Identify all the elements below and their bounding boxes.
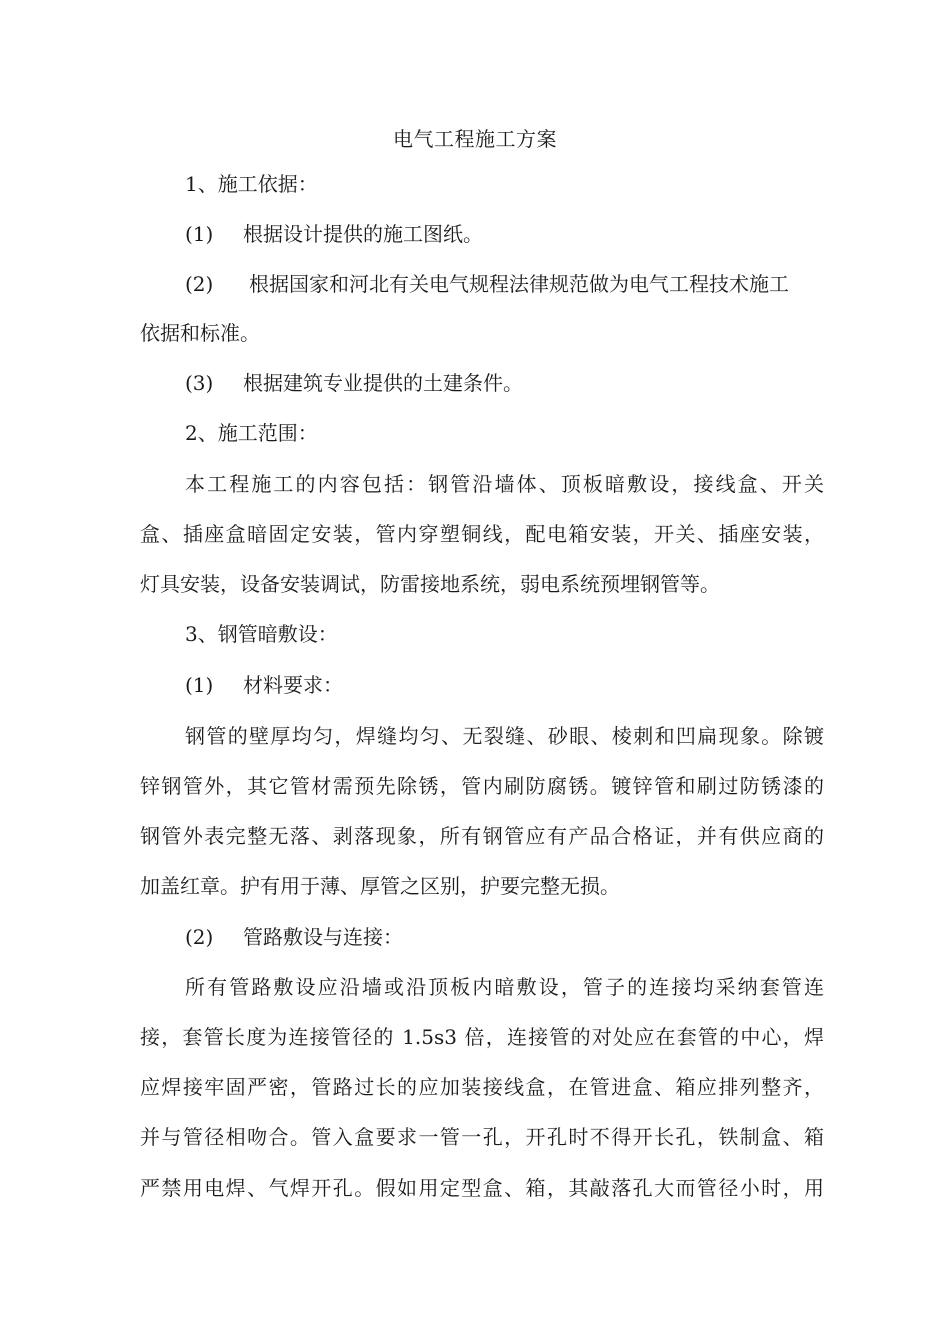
paragraph-line: 盒、插座盒暗固定安装，管内穿塑铜线，配电箱安装，开关、插座安装， (140, 522, 824, 546)
list-number: (3) (185, 371, 214, 395)
paragraph-line: 并与管径相吻合。管入盒要求一管一孔，开孔时不得开长孔，铁制盒、箱 (140, 1125, 824, 1149)
list-item-2-continuation: 依据和标准。 (140, 321, 260, 345)
paragraph-line: 应焊接牢固严密，管路过长的应加装接线盒，在管进盒、箱应排列整齐， (140, 1075, 824, 1099)
paragraph-line: 接，套管长度为连接管径的 1.5s3 倍，连接管的对处应在套管的中心，焊 (140, 1025, 824, 1049)
list-text: 材料要求： (243, 673, 343, 697)
paragraph-line: 钢管的壁厚均匀，焊缝均匀、无裂缝、砂眼、棱刺和凹扁现象。除镀 (185, 724, 824, 748)
list-number: (2) (185, 925, 214, 949)
document-title: 电气工程施工方案 (393, 127, 557, 151)
section-heading-3: 3、钢管暗敷设： (185, 622, 338, 646)
list-item-1 (185, 218, 483, 250)
paragraph-line: 锌钢管外，其它管材需预先除锈，管内刷防腐锈。镀锌管和刷过防锈漆的 (140, 774, 824, 798)
list-text: 根据设计提供的施工图纸。 (243, 222, 483, 246)
subsection-heading-2 (185, 921, 403, 953)
list-text: 根据国家和河北有关电气规程法律规范做为电气工程技术施工 (249, 272, 789, 296)
paragraph-line: 所有管路敷设应沿墙或沿顶板内暗敷设，管子的连接均采纳套管连 (185, 975, 824, 999)
subsection-heading-1 (185, 669, 343, 701)
paragraph-line: 严禁用电焊、气焊开孔。假如用定型盒、箱，其敲落孔大而管径小时，用 (140, 1176, 824, 1200)
paragraph-line: 加盖红章。护有用于薄、厚管之区别，护要完整无损。 (140, 874, 620, 898)
list-number: (1) (185, 222, 214, 246)
section-heading-2: 2、施工范围： (185, 421, 318, 445)
list-number: (2) (185, 272, 214, 296)
list-text: 管路敷设与连接： (243, 925, 403, 949)
section-heading-1: 1、施工依据： (185, 172, 318, 196)
list-item-2 (185, 268, 824, 300)
paragraph-line: 本工程施工的内容包括：钢管沿墙体、顶板暗敷设，接线盒、开关 (185, 472, 824, 496)
list-text: 根据建筑专业提供的土建条件。 (243, 371, 523, 395)
list-number: (1) (185, 673, 214, 697)
paragraph-line: 灯具安装，设备安装调试，防雷接地系统，弱电系统预埋钢管等。 (140, 572, 720, 596)
list-item-3 (185, 367, 523, 399)
paragraph-line: 钢管外表完整无落、剥落现象，所有钢管应有产品合格证，并有供应商的 (140, 824, 824, 848)
